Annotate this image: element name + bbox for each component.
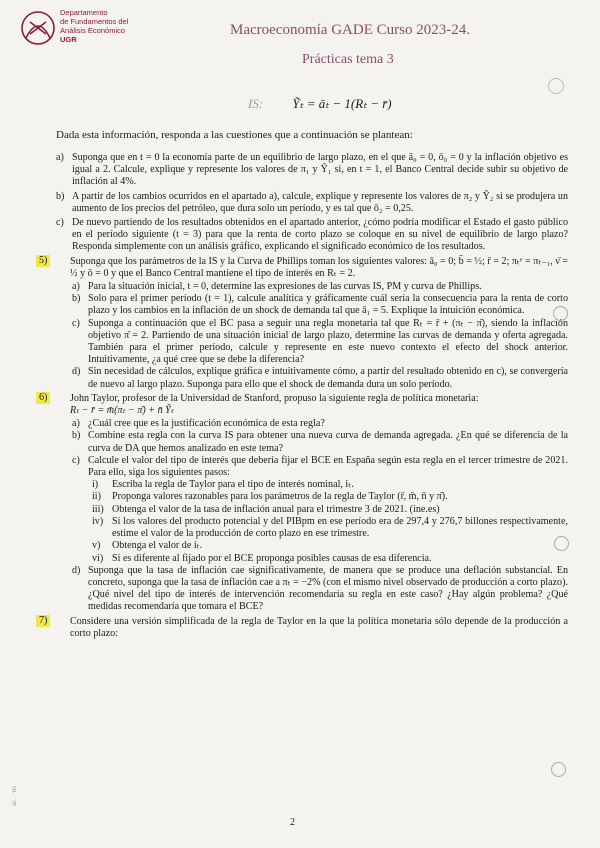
logo-line-3: Análisis Económico xyxy=(60,26,126,35)
logo-line-1: Departamento xyxy=(60,8,108,17)
item-a xyxy=(50,152,568,189)
q6-sub-a xyxy=(50,418,568,430)
q5-sub-b xyxy=(50,293,568,317)
question-number-highlight: 6) xyxy=(36,392,50,404)
item-label: a) xyxy=(56,152,64,163)
question-text: John Taylor, profesor de la Universidad de Stanford, propuso la siguiente regla de política monetaria: xyxy=(70,392,479,404)
sub-text: Suponga que la tasa de inflación cae significativamente, de manera que se produce una deflación substancial. En concreto, suponga que la tasa de inflación cae a πₜ = −2% (con el mismo nivel observado de producción a corto plazo). ¿Qué nivel del tipo de interés de intervención recomendaría su regla en este caso? ¿Hay algún problema? ¿Qué medidas recomendaría que tomara el BCE? xyxy=(88,564,568,613)
item-text: De nuevo partiendo de los resultados obtenidos en el apartado anterior, ¿cómo podría modificar el Estado el gasto público en el período siguiente (t = 3) para que la renta de corto plazo se coloque en su nivel de equilibrio de largo plazo? Responda simplemente con un análisis gráfico, explicando el significado económico de los resultados. xyxy=(72,217,568,253)
sub-text: Para la situación inicial, t = 0, determine las expresiones de las curvas IS, PM y curva de Phillips. xyxy=(88,281,482,293)
page-subtitle: Prácticas tema 3 xyxy=(302,52,394,67)
q6-step-i xyxy=(50,479,568,491)
sub-text: Sin necesidad de cálculos, explique gráfica e intuitivamente cómo, a partir del resultado obtenido en c), se convergería de nuevo al largo plazo. Suponga para ello que el shock de demanda dura un solo período. xyxy=(88,366,568,390)
pencil-circle-mark xyxy=(554,536,569,551)
item-text: A partir de los cambios ocurridos en el apartado a), calcule, explique y represente los valores de π₂ y Ỹ₂ si se produjera un aumento de los precios del petróleo, que dura solo un período, y es tal que ō₂ = 0,25. xyxy=(72,190,568,214)
step-label: iv) xyxy=(92,515,104,527)
q6-sub-c xyxy=(50,455,568,479)
step-text: Obtenga el valor de la tasa de inflación anual para el trimestre 3 de 2021. (ine.es) xyxy=(112,503,440,515)
sub-text: Combine esta regla con la curva IS para obtener una nueva curva de demanda agregada. ¿En qué se diferencia de la curva de DA que hemos analizado en este tema? xyxy=(88,430,568,454)
question-5 xyxy=(39,254,568,280)
q5-sub-d xyxy=(50,366,568,390)
step-text: Proponga valores razonables para los parámetros de la regla de Taylor (r̄, m̄, n̄ y π̄). xyxy=(112,491,448,503)
department-logo xyxy=(18,8,58,52)
q6-step-iv xyxy=(50,516,568,540)
punch-hole-mark xyxy=(548,78,564,94)
step-label: v) xyxy=(92,540,101,552)
item-text: Suponga que en t = 0 la economía parte de un equilibrio de largo plazo, en el que ā₀ = 0, ō₀ = 0 y la inflación objetivo es igual a 2. Calcule, explique y represente los valores de π₁ y Ỹ₁ si, en t = 1, el Banco Central decide subir su objetivo de inflación al 4%. xyxy=(72,152,568,188)
logo-line-2: de Fundamentos del xyxy=(60,17,129,26)
pencil-circle-mark xyxy=(553,306,568,321)
q6-step-ii xyxy=(50,491,568,503)
question-text: Suponga que los parámetros de la IS y la Curva de Phillips toman los siguientes valores: ā₀ = 0; b̄ = ½; r̄ = 2; πₜᵉ = πₜ₋₁, ν̄ = ½ y ō = 0 y que el Banco Central mantiene el tipo de interés en Rₜ = 2. xyxy=(70,255,568,279)
sub-label: d) xyxy=(72,366,81,378)
sub-text: Suponga a continuación que el BC pasa a seguir una regla monetaria tal que Rₜ = r̄ + (πₜ − π̄), siendo la inflación objetivo π̄ = 2. Partiendo de una situación inicial de largo plazo, determine las curvas de demanda y oferta agregada. También para el primer período, calcule y represente en este nuevo contexto el efecto del shock anterior. Intuitivamente, ¿a qué cree que se debe la diferencia? xyxy=(88,317,568,366)
step-text: Obtenga el valor de iₜ. xyxy=(112,540,203,552)
logo-ugr: UGR xyxy=(60,35,77,44)
item-c xyxy=(50,217,568,254)
sub-label: d) xyxy=(72,564,81,576)
question-6 xyxy=(39,391,568,417)
sub-text: Solo para el primer período (t = 1), calcule analítica y gráficamente cuál sería la consecuencia para la renta de corto plazo y los cambios en la inflación de un shock de demanda tal que ā₁ = 5. Explique la intuición económica. xyxy=(88,293,568,317)
item-label: c) xyxy=(56,217,64,229)
exercise-content xyxy=(39,152,568,641)
question-number-highlight: 5) xyxy=(36,255,50,267)
page-number: 2 xyxy=(290,817,295,828)
q6-step-v xyxy=(50,540,568,552)
q6-step-vi xyxy=(50,553,568,565)
intro-text: Dada esta información, responda a las cuestiones que a continuación se plantean: xyxy=(56,129,413,141)
sub-label: b) xyxy=(72,293,81,305)
department-name xyxy=(60,8,128,44)
sub-label: c) xyxy=(72,317,80,329)
item-b xyxy=(50,191,568,215)
sub-text: ¿Cuál cree que es la justificación económica de esta regla? xyxy=(88,418,325,430)
step-label: vi) xyxy=(92,552,104,564)
margin-note: ac. · ns xyxy=(10,785,19,807)
question-text: Considere una versión simplificada de la regla de Taylor en la que la política monetaria sólo depende de la producción a corto plazo: xyxy=(70,615,568,639)
q6-sub-b xyxy=(50,430,568,454)
step-text: Escriba la regla de Taylor para el tipo de interés nominal, iₜ. xyxy=(112,479,354,491)
q6-sub-d xyxy=(50,565,568,614)
sub-label: c) xyxy=(72,454,80,466)
sub-text: Calcule el valor del tipo de interés que debería fijar el BCE en España según esta regla en el tercer trimestre de 2021. Para ello, siga los siguientes pasos: xyxy=(88,454,568,479)
question-number-highlight: 7) xyxy=(36,615,50,627)
step-label: iii) xyxy=(92,503,104,515)
item-label: b) xyxy=(56,190,65,202)
is-equation xyxy=(248,96,392,112)
sub-label: a) xyxy=(72,418,80,430)
step-text: Si los valores del producto potencial y del PIBpm en ese período era de 297,4 y 276,7 billones respectivamente, estime el valor de la producción de corto plazo en ese trimestre. xyxy=(112,515,568,540)
sub-label: b) xyxy=(72,430,81,442)
step-label: i) xyxy=(92,479,99,491)
equation-label: IS: xyxy=(248,96,264,111)
pencil-circle-mark xyxy=(551,762,566,777)
q5-sub-c xyxy=(50,318,568,367)
q5-sub-a xyxy=(50,281,568,293)
question-7 xyxy=(39,614,568,640)
step-text: Si es diferente al fijado por el BCE proponga posibles causas de esa diferencia. xyxy=(112,552,432,564)
sub-label: a) xyxy=(72,281,80,293)
equation-formula: Ỹₜ = āₜ − 1(Rₜ − r̄) xyxy=(292,96,392,111)
taylor-rule-formula: Rₜ − r̄ = m̄(πₜ − π̄) + n̄ Ỹₜ xyxy=(70,405,174,417)
q6-step-iii xyxy=(50,504,568,516)
course-title: Macroeconomía GADE Curso 2023-24. xyxy=(230,22,470,38)
step-label: ii) xyxy=(92,491,101,503)
